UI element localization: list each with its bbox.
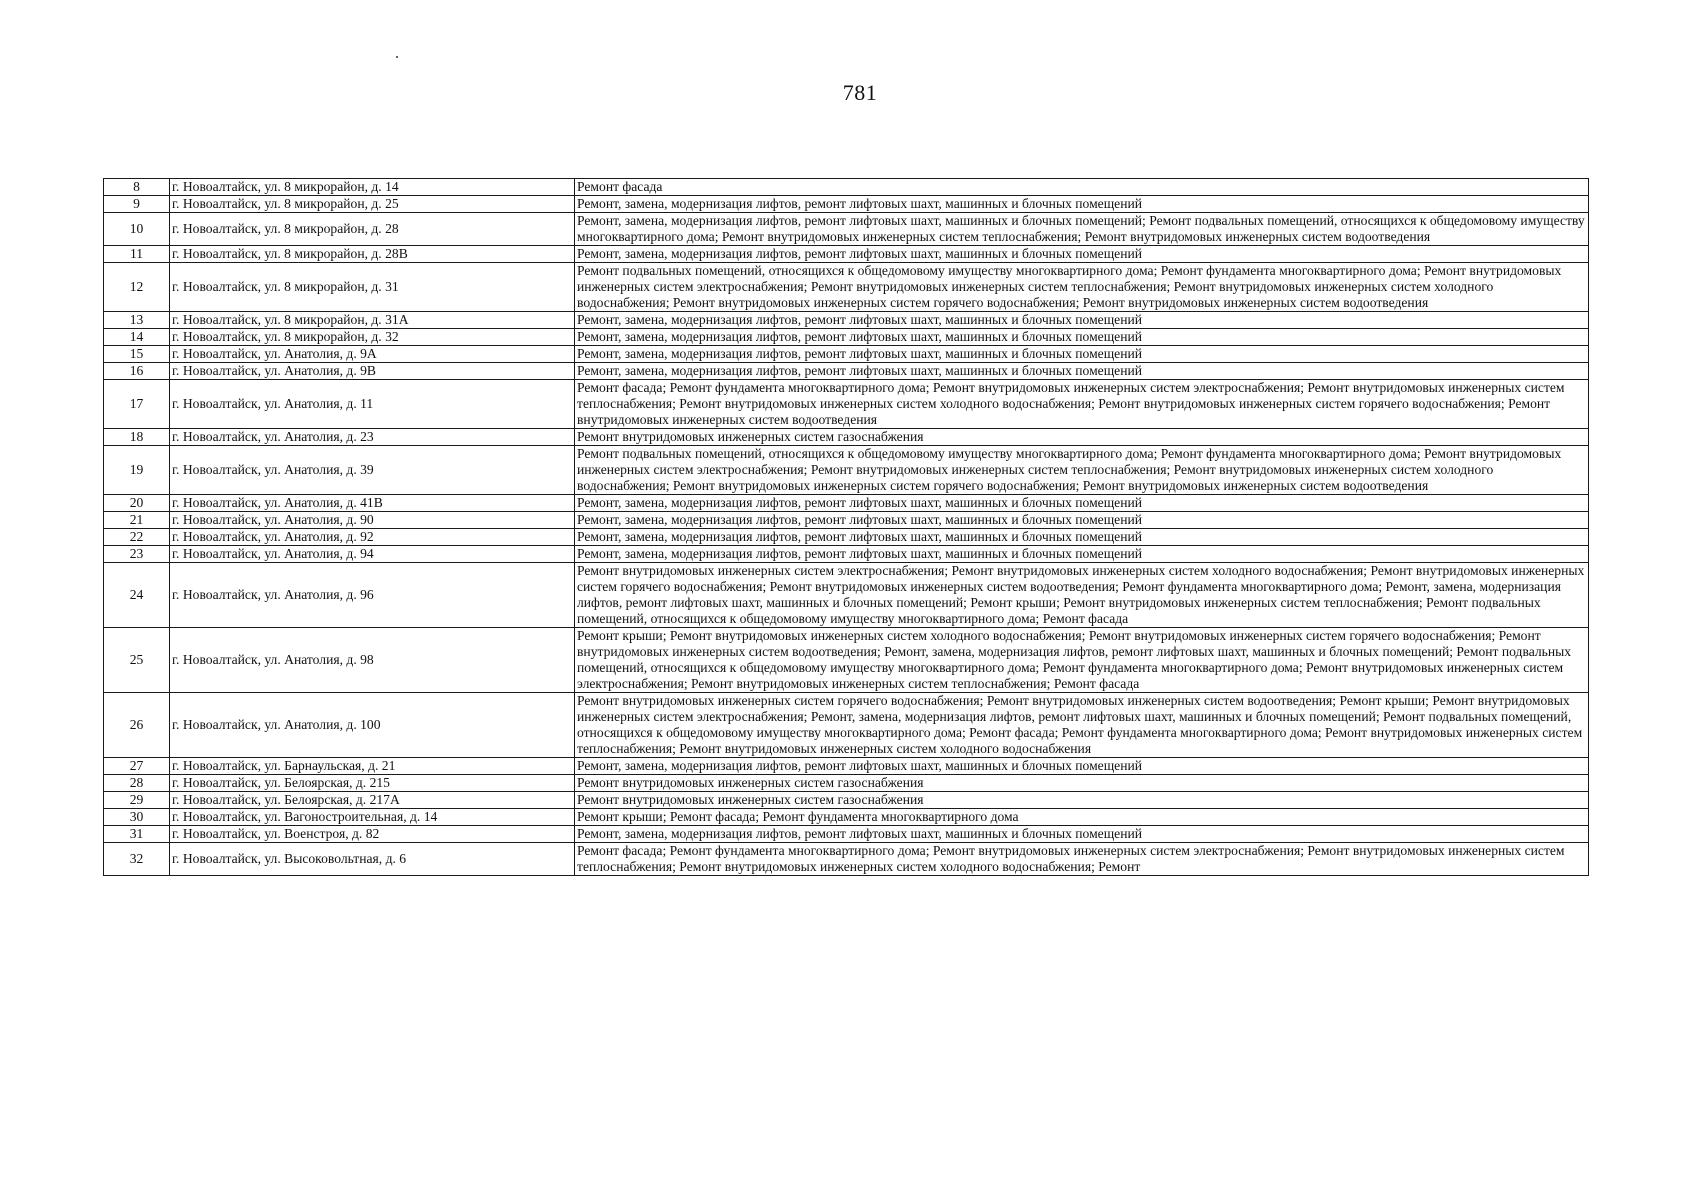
- row-works: Ремонт, замена, модернизация лифтов, ремонт лифтовых шахт, машинных и блочных помещений: [575, 512, 1589, 529]
- row-number: 32: [104, 843, 170, 876]
- row-address: г. Новоалтайск, ул. Анатолия, д. 100: [170, 693, 575, 758]
- row-address: г. Новоалтайск, ул. 8 микрорайон, д. 32: [170, 329, 575, 346]
- row-works: Ремонт, замена, модернизация лифтов, ремонт лифтовых шахт, машинных и блочных помещений: [575, 363, 1589, 380]
- table-row: [104, 529, 1589, 546]
- row-works: Ремонт фасада: [575, 179, 1589, 196]
- table-row: [104, 196, 1589, 213]
- row-number: 11: [104, 246, 170, 263]
- table-row: [104, 263, 1589, 312]
- row-address: г. Новоалтайск, ул. Анатолия, д. 9А: [170, 346, 575, 363]
- row-address: г. Новоалтайск, ул. Военстроя, д. 82: [170, 826, 575, 843]
- row-number: 31: [104, 826, 170, 843]
- row-works: Ремонт, замена, модернизация лифтов, ремонт лифтовых шахт, машинных и блочных помещений: [575, 312, 1589, 329]
- row-address: г. Новоалтайск, ул. Вагоностроительная, д. 14: [170, 809, 575, 826]
- table-row: [104, 693, 1589, 758]
- row-number: 23: [104, 546, 170, 563]
- row-number: 21: [104, 512, 170, 529]
- row-address: г. Новоалтайск, ул. Анатолия, д. 98: [170, 628, 575, 693]
- row-works: Ремонт, замена, модернизация лифтов, ремонт лифтовых шахт, машинных и блочных помещений: [575, 529, 1589, 546]
- table-row: [104, 329, 1589, 346]
- row-works: Ремонт внутридомовых инженерных систем газоснабжения: [575, 775, 1589, 792]
- row-works: Ремонт, замена, модернизация лифтов, ремонт лифтовых шахт, машинных и блочных помещений: [575, 546, 1589, 563]
- row-address: г. Новоалтайск, ул. 8 микрорайон, д. 25: [170, 196, 575, 213]
- row-works: Ремонт фасада; Ремонт фундамента многоквартирного дома; Ремонт внутридомовых инженерных систем электроснабжения; Ремонт внутридомовых инженерных систем теплоснабжения; Ремонт внутридомовых инженерных систем холодного водоснабжения; Ремонт внутридомовых инженерных систем горячего водоснабжения; Ремонт внутридомовых инженерных систем водоотведения: [575, 380, 1589, 429]
- scan-speck: [396, 56, 398, 58]
- table-row: [104, 246, 1589, 263]
- row-works: Ремонт, замена, модернизация лифтов, ремонт лифтовых шахт, машинных и блочных помещений: [575, 346, 1589, 363]
- table-row: [104, 628, 1589, 693]
- row-works: Ремонт внутридомовых инженерных систем горячего водоснабжения; Ремонт внутридомовых инженерных систем водоотведения; Ремонт крыши; Ремонт внутридомовых инженерных систем электроснабжения; Ремонт, замена, модернизация лифтов, ремонт лифтовых шахт, машинных и блочных помещений; Ремонт подвальных помещений, относящихся к общедомовому имуществу многоквартирного дома; Ремонт фасада; Ремонт фундамента многоквартирного дома; Ремонт внутридомовых инженерных систем теплоснабжения; Ремонт внутридомовых инженерных систем холодного водоснабжения: [575, 693, 1589, 758]
- table-row: [104, 792, 1589, 809]
- row-works: Ремонт внутридомовых инженерных систем газоснабжения: [575, 429, 1589, 446]
- row-works: Ремонт, замена, модернизация лифтов, ремонт лифтовых шахт, машинных и блочных помещений: [575, 196, 1589, 213]
- row-number: 13: [104, 312, 170, 329]
- table-row: [104, 312, 1589, 329]
- row-address: г. Новоалтайск, ул. Анатолия, д. 11: [170, 380, 575, 429]
- row-works: Ремонт внутридомовых инженерных систем газоснабжения: [575, 792, 1589, 809]
- row-address: г. Новоалтайск, ул. Высоковольтная, д. 6: [170, 843, 575, 876]
- table-row: [104, 546, 1589, 563]
- row-number: 15: [104, 346, 170, 363]
- row-address: г. Новоалтайск, ул. Анатолия, д. 96: [170, 563, 575, 628]
- row-number: 9: [104, 196, 170, 213]
- table-row: [104, 179, 1589, 196]
- table-row: [104, 213, 1589, 246]
- table-row: [104, 809, 1589, 826]
- table-row: [104, 563, 1589, 628]
- row-number: 24: [104, 563, 170, 628]
- row-address: г. Новоалтайск, ул. Белоярская, д. 217А: [170, 792, 575, 809]
- row-address: г. Новоалтайск, ул. 8 микрорайон, д. 31А: [170, 312, 575, 329]
- row-address: г. Новоалтайск, ул. Анатолия, д. 39: [170, 446, 575, 495]
- row-number: 16: [104, 363, 170, 380]
- row-number: 17: [104, 380, 170, 429]
- row-works: Ремонт, замена, модернизация лифтов, ремонт лифтовых шахт, машинных и блочных помещений: [575, 826, 1589, 843]
- row-works: Ремонт, замена, модернизация лифтов, ремонт лифтовых шахт, машинных и блочных помещений: [575, 758, 1589, 775]
- table-row: [104, 363, 1589, 380]
- row-works: Ремонт, замена, модернизация лифтов, ремонт лифтовых шахт, машинных и блочных помещений: [575, 495, 1589, 512]
- row-address: г. Новоалтайск, ул. Анатолия, д. 23: [170, 429, 575, 446]
- row-number: 27: [104, 758, 170, 775]
- row-number: 25: [104, 628, 170, 693]
- row-address: г. Новоалтайск, ул. Барнаульская, д. 21: [170, 758, 575, 775]
- row-number: 8: [104, 179, 170, 196]
- table-row: [104, 826, 1589, 843]
- row-number: 10: [104, 213, 170, 246]
- table-row: [104, 429, 1589, 446]
- row-address: г. Новоалтайск, ул. 8 микрорайон, д. 31: [170, 263, 575, 312]
- row-number: 26: [104, 693, 170, 758]
- row-address: г. Новоалтайск, ул. Анатолия, д. 94: [170, 546, 575, 563]
- row-address: г. Новоалтайск, ул. Белоярская, д. 215: [170, 775, 575, 792]
- page-number: 781: [842, 80, 878, 105]
- row-number: 14: [104, 329, 170, 346]
- row-works: Ремонт крыши; Ремонт фасада; Ремонт фундамента многоквартирного дома: [575, 809, 1589, 826]
- row-number: 30: [104, 809, 170, 826]
- row-number: 12: [104, 263, 170, 312]
- row-works: Ремонт, замена, модернизация лифтов, ремонт лифтовых шахт, машинных и блочных помещений; Ремонт подвальных помещений, относящихся к общедомовому имуществу многоквартирного дома; Ремонт внутридомовых инженерных систем теплоснабжения; Ремонт внутридомовых инженерных систем водоотведения: [575, 213, 1589, 246]
- table-row: [104, 775, 1589, 792]
- row-number: 22: [104, 529, 170, 546]
- row-works: Ремонт внутридомовых инженерных систем электроснабжения; Ремонт внутридомовых инженерных систем холодного водоснабжения; Ремонт внутридомовых инженерных систем горячего водоснабжения; Ремонт внутридомовых инженерных систем водоотведения; Ремонт фундамента многоквартирного дома; Ремонт, замена, модернизация лифтов, ремонт лифтовых шахт, машинных и блочных помещений; Ремонт крыши; Ремонт внутридомовых инженерных систем теплоснабжения; Ремонт подвальных помещений, относящихся к общедомовому имуществу многоквартирного дома; Ремонт фасада: [575, 563, 1589, 628]
- row-address: г. Новоалтайск, ул. Анатолия, д. 41В: [170, 495, 575, 512]
- row-number: 20: [104, 495, 170, 512]
- row-works: Ремонт подвальных помещений, относящихся к общедомовому имуществу многоквартирного дома; Ремонт фундамента многоквартирного дома; Ремонт внутридомовых инженерных систем электроснабжения; Ремонт внутридомовых инженерных систем теплоснабжения; Ремонт внутридомовых инженерных систем холодного водоснабжения; Ремонт внутридомовых инженерных систем горячего водоснабжения; Ремонт внутридомовых инженерных систем водоотведения: [575, 446, 1589, 495]
- table-body: [104, 179, 1589, 876]
- row-number: 18: [104, 429, 170, 446]
- row-number: 29: [104, 792, 170, 809]
- row-works: Ремонт крыши; Ремонт внутридомовых инженерных систем холодного водоснабжения; Ремонт внутридомовых инженерных систем горячего водоснабжения; Ремонт внутридомовых инженерных систем водоотведения; Ремонт, замена, модернизация лифтов, ремонт лифтовых шахт, машинных и блочных помещений; Ремонт подвальных помещений, относящихся к общедомовому имуществу многоквартирного дома; Ремонт фундамента многоквартирного дома; Ремонт внутридомовых инженерных систем электроснабжения; Ремонт внутридомовых инженерных систем теплоснабжения; Ремонт фасада: [575, 628, 1589, 693]
- row-works: Ремонт, замена, модернизация лифтов, ремонт лифтовых шахт, машинных и блочных помещений: [575, 329, 1589, 346]
- row-address: г. Новоалтайск, ул. Анатолия, д. 9В: [170, 363, 575, 380]
- table-row: [104, 346, 1589, 363]
- row-works: Ремонт подвальных помещений, относящихся к общедомовому имуществу многоквартирного дома; Ремонт фундамента многоквартирного дома; Ремонт внутридомовых инженерных систем электроснабжения; Ремонт внутридомовых инженерных систем теплоснабжения; Ремонт внутридомовых инженерных систем холодного водоснабжения; Ремонт внутридомовых инженерных систем горячего водоснабжения; Ремонт внутридомовых инженерных систем водоотведения: [575, 263, 1589, 312]
- table-row: [104, 380, 1589, 429]
- table-row: [104, 495, 1589, 512]
- row-address: г. Новоалтайск, ул. Анатолия, д. 90: [170, 512, 575, 529]
- table-row: [104, 758, 1589, 775]
- row-works: Ремонт, замена, модернизация лифтов, ремонт лифтовых шахт, машинных и блочных помещений: [575, 246, 1589, 263]
- repair-register-table: [103, 178, 1589, 876]
- row-address: г. Новоалтайск, ул. 8 микрорайон, д. 28: [170, 213, 575, 246]
- table-row: [104, 512, 1589, 529]
- row-works: Ремонт фасада; Ремонт фундамента многоквартирного дома; Ремонт внутридомовых инженерных систем электроснабжения; Ремонт внутридомовых инженерных систем теплоснабжения; Ремонт внутридомовых инженерных систем холодного водоснабжения; Ремонт: [575, 843, 1589, 876]
- row-number: 19: [104, 446, 170, 495]
- row-address: г. Новоалтайск, ул. 8 микрорайон, д. 28В: [170, 246, 575, 263]
- table-row: [104, 446, 1589, 495]
- row-address: г. Новоалтайск, ул. Анатолия, д. 92: [170, 529, 575, 546]
- row-number: 28: [104, 775, 170, 792]
- table-row: [104, 843, 1589, 876]
- row-address: г. Новоалтайск, ул. 8 микрорайон, д. 14: [170, 179, 575, 196]
